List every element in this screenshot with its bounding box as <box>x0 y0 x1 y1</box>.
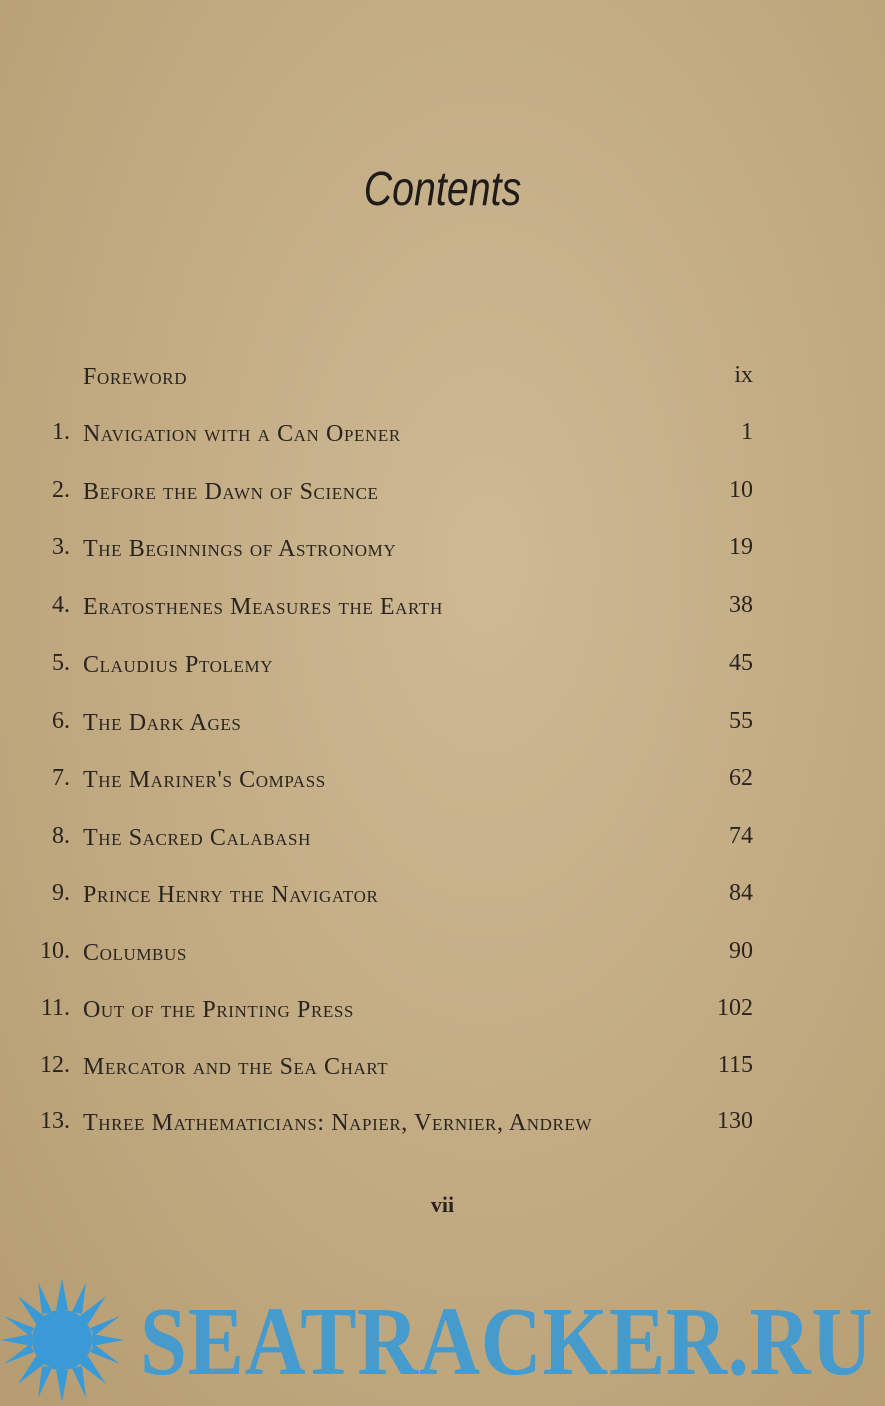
toc-entry <box>0 765 885 805</box>
chapter-title: Navigation with a Can Opener <box>83 421 401 447</box>
toc-entry <box>0 650 885 690</box>
toc-entry <box>0 534 885 574</box>
toc-entry <box>0 477 885 517</box>
chapter-number: 8. <box>52 823 70 849</box>
chapter-title: Mercator and the Sea Chart <box>83 1054 389 1080</box>
chapter-number: 7. <box>52 765 70 791</box>
toc-entry <box>0 995 885 1035</box>
page-number: 115 <box>717 1052 753 1078</box>
chapter-number: 12. <box>40 1052 70 1078</box>
chapter-number: 2. <box>52 477 70 503</box>
page-folio: vii <box>430 1192 455 1217</box>
watermark-text: SEATRACKER.RU <box>140 1288 874 1396</box>
chapter-number: 10. <box>40 938 70 964</box>
watermark <box>0 1270 885 1406</box>
page-number: 62 <box>729 765 753 791</box>
chapter-number: 13. <box>40 1108 70 1134</box>
chapter-number: 6. <box>52 708 70 734</box>
chapter-title: Three Mathematicians: Napier, Vernier, Andrew <box>83 1110 593 1136</box>
toc-entry <box>0 592 885 632</box>
chapter-title: Eratosthenes Measures the Earth <box>83 594 443 620</box>
page-number: 55 <box>729 708 753 734</box>
chapter-title: Columbus <box>83 940 187 966</box>
page-number: 90 <box>729 938 753 964</box>
chapter-number: 3. <box>52 534 70 560</box>
chapter-title: The Beginnings of Astronomy <box>83 536 397 562</box>
toc-entry <box>0 419 885 459</box>
chapter-number: 9. <box>52 880 70 906</box>
toc-entry <box>0 708 885 748</box>
chapter-number: 11. <box>40 995 70 1021</box>
page-number: 38 <box>729 592 753 618</box>
page-number: 102 <box>717 995 753 1021</box>
toc-entry <box>0 1108 885 1178</box>
sun-icon <box>0 1276 134 1406</box>
chapter-number: 1. <box>52 419 70 445</box>
page-number: 74 <box>729 823 753 849</box>
toc-entry <box>0 1052 885 1092</box>
page-number: ix <box>734 362 753 388</box>
page-number: 84 <box>729 880 753 906</box>
chapter-title: Before the Dawn of Science <box>83 479 379 505</box>
toc-entry <box>0 823 885 863</box>
page-number: 1 <box>741 419 753 445</box>
chapter-title: The Sacred Calabash <box>83 825 311 851</box>
chapter-title: Claudius Ptolemy <box>83 652 274 678</box>
toc-entry <box>0 362 885 402</box>
page-title: Contents <box>363 163 522 216</box>
chapter-title: The Mariner's Compass <box>83 767 326 793</box>
chapter-title: Out of the Printing Press <box>83 997 354 1023</box>
chapter-title: Foreword <box>83 364 188 390</box>
page-number: 130 <box>717 1108 753 1134</box>
page-number: 10 <box>729 477 753 503</box>
chapter-number: 5. <box>52 650 70 676</box>
page-number: 19 <box>729 534 753 560</box>
toc-entry <box>0 938 885 978</box>
toc-entry <box>0 880 885 920</box>
chapter-title: The Dark Ages <box>83 710 242 736</box>
chapter-number: 4. <box>52 592 70 618</box>
chapter-title: Prince Henry the Navigator <box>83 882 379 908</box>
page-number: 45 <box>729 650 753 676</box>
